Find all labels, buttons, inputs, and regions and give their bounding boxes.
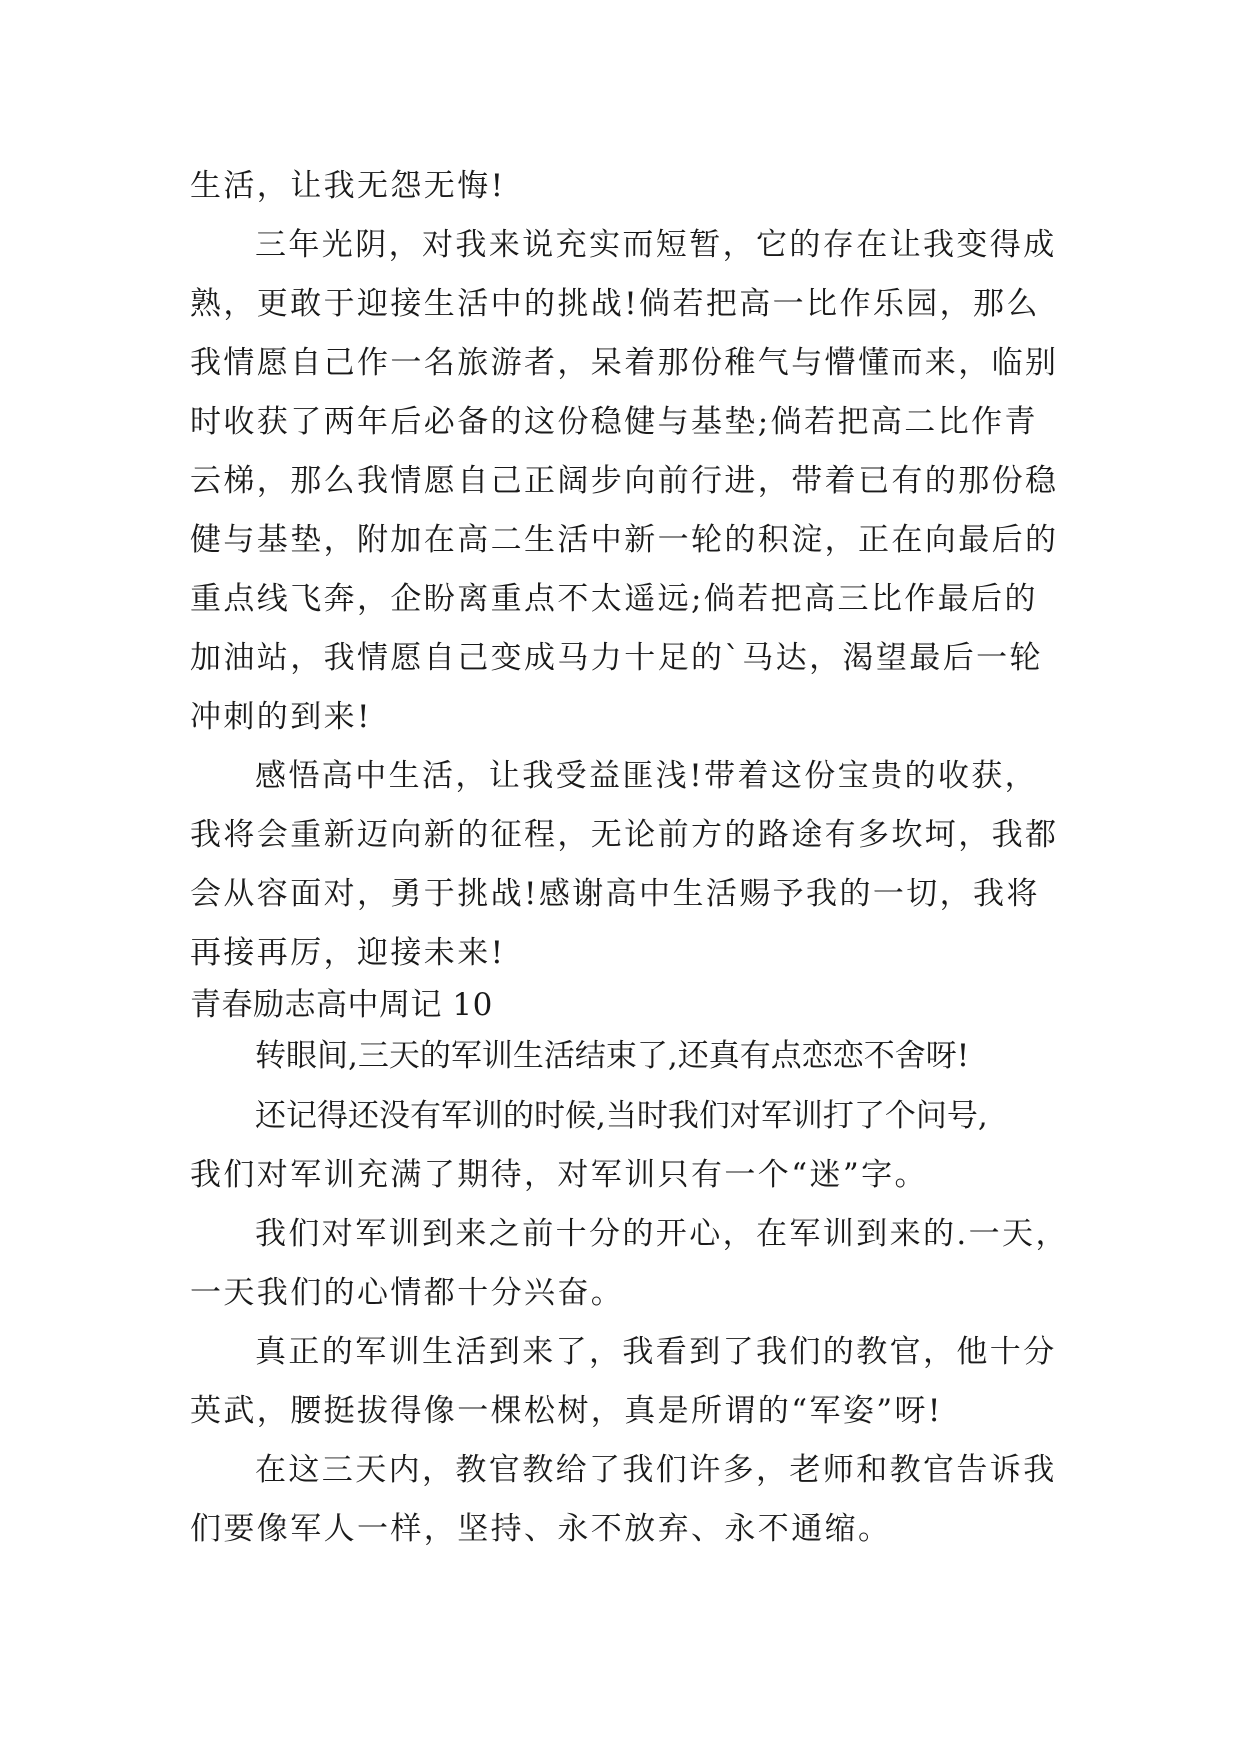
text-line: 再接再厉，迎接未来! xyxy=(190,935,506,971)
section-heading: 青春励志高中周记 10 xyxy=(190,987,493,1023)
text-line: 在这三天内，教官教给了我们许多，老师和教官告诉我 xyxy=(255,1452,1057,1488)
text-line: 感悟高中生活，让我受益匪浅!带着这份宝贵的收获， xyxy=(255,758,1039,794)
text-line: 我们对军训到来之前十分的开心，在军训到来的.一天， xyxy=(255,1216,1069,1252)
text-line: 重点线飞奔，企盼离重点不太遥远;倘若把高三比作最后的 xyxy=(190,581,1038,617)
text-line: 们要像军人一样，坚持、永不放弃、永不通缩。 xyxy=(190,1511,892,1547)
text-line: 时收获了两年后必备的这份稳健与基垫;倘若把高二比作青 xyxy=(190,404,1038,440)
text-line: 云梯，那么我情愿自己正阔步向前行进，带着已有的那份稳 xyxy=(190,463,1059,499)
text-line: 冲刺的到来! xyxy=(190,699,372,735)
text-line: 熟，更敢于迎接生活中的挑战!倘若把高一比作乐园，那么 xyxy=(190,286,1040,322)
text-line: 我们对军训充满了期待，对军训只有一个“迷”字。 xyxy=(190,1157,928,1193)
text-line: 我情愿自己作一名旅游者，呆着那份稚气与懵懂而来，临别 xyxy=(190,345,1059,381)
text-line: 健与基垫，附加在高二生活中新一轮的积淀，正在向最后的 xyxy=(190,522,1059,558)
text-line: 加油站，我情愿自己变成马力十足的`马达，渴望最后一轮 xyxy=(190,640,1043,676)
text-line: 转眼间,三天的军训生活结束了,还真有点恋恋不舍呀! xyxy=(255,1038,970,1074)
text-line: 真正的军训生活到来了，我看到了我们的教官，他十分 xyxy=(255,1334,1057,1370)
text-line: 还记得还没有军训的时候,当时我们对军训打了个问号, xyxy=(255,1098,988,1134)
text-line: 一天我们的心情都十分兴奋。 xyxy=(190,1275,625,1311)
text-line: 我将会重新迈向新的征程，无论前方的路途有多坎坷，我都 xyxy=(190,817,1059,853)
text-line: 英武，腰挺拔得像一棵松树，真是所谓的“军姿”呀! xyxy=(190,1393,943,1429)
text-line: 三年光阴，对我来说充实而短暂，它的存在让我变得成 xyxy=(255,227,1057,263)
text-line: 生活，让我无怨无悔! xyxy=(190,168,506,204)
text-line: 会从容面对，勇于挑战!感谢高中生活赐予我的一切，我将 xyxy=(190,876,1040,912)
